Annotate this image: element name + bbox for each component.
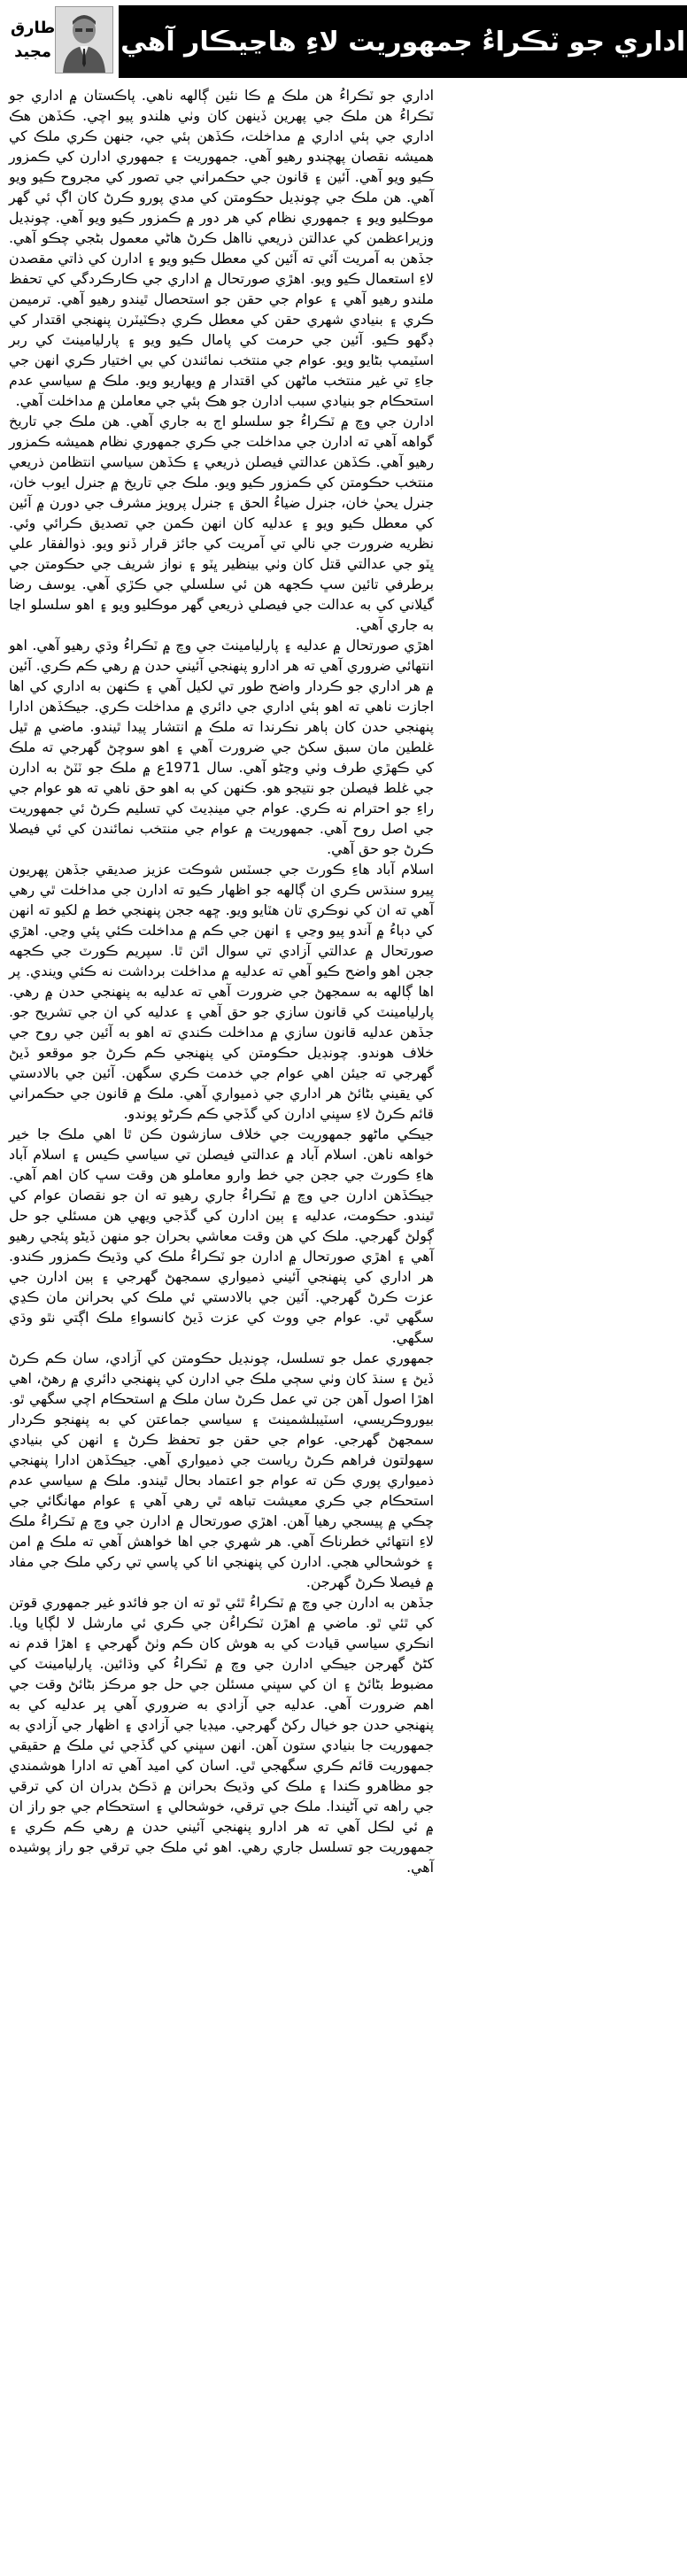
article-paragraph: ادارن جي وچ ۾ ٽڪراءُ جو سلسلو اڄ به جاري آهي. هن ملڪ جي تاريخ گواهه آهي ته ادارن جي مداخلت جي ڪري جمهوري نظام هميشه ڪمزور رهيو آهي. ڪڏهن عدالتي فيصلن ذريعي ۽ ڪڏهن سياسي انتظامن ذريعي منتخب حڪومتن کي ڪمزور ڪيو ويو. ملڪ جي تاريخ ۾ جنرل ايوب خان، جنرل يحيٰ خان، جنرل ضياءُ الحق ۽ جنرل پرويز مشرف جي دورن ۾ آئين کي معطل ڪيو ويو ۽ عدليه کان انهن ڪمن جي تصديق ڪرائي وئي. نظريه ضرورت جي نالي تي آمريت کي جائز قرار ڏنو ويو. ذوالفقار علي ڀٽو جي عدالتي قتل کان وٺي بينظير ڀٽو ۽ نواز شريف جي حڪومتن جي برطرفي تائين سڀ ڪجهه هن ئي سلسلي جي ڪڙي آهي. يوسف رضا گيلاني کي به عدالت جي فيصلي ذريعي گهر موڪليو ويو ۽ اهو سلسلو اڃا به جاري آهي.: [9, 413, 434, 633]
column-title: اداري جو ٽڪراءُ جمهوريت لاءِ هاڃيڪار آهي: [120, 26, 686, 58]
author-name: [11, 19, 55, 61]
author-portrait-icon: [56, 7, 112, 73]
author-first-name: طارق: [11, 19, 56, 37]
article-paragraph: جمهوري عمل جو تسلسل، چونڊيل حڪومتن کي آزادي، سان ڪم ڪرڻ ڏيڻ ۽ سنڌ کان وٺي سڄي ملڪ جي ادارن کي پنهنجي دائري ۾ رهڻ، اهي اهڙا اصول آهن جن تي عمل ڪرڻ سان ملڪ ۾ استحڪام اچي سگهي ٿو. بيوروڪريسي، اسٽيبلشمينٽ ۽ سياسي جماعتن کي به پنهنجو ڪردار سمجهڻ گهرجي. عوام جي حقن جو تحفظ ڪرڻ ۽ انهن کي بنيادي سهولتون فراهم ڪرڻ رياست جي ذميواري آهي. جيڪڏهن ادارا پنهنجي ذميواري پوري ڪن ته عوام جو اعتماد بحال ٿيندو. ملڪ ۾ سياسي عدم استحڪام جي ڪري معيشت تباهه ٿي رهي آهي ۽ عوام مهانگائي جي چڪي ۾ پيسجي رهيا آهن. اهڙي صورتحال ۾ ادارن جي وچ ۾ ٽڪراءُ ملڪ لاءِ انتهائي خطرناڪ آهي. هر شهري جي اها خواهش آهي ته ملڪ ۾ امن ۽ خوشحالي هجي. ادارن کي پنهنجي انا کي پاسي تي رکي ملڪ جي مفاد ۾ فيصلا ڪرڻ گهرجن.: [9, 1350, 434, 1590]
article-paragraph: اداري جو ٽڪراءُ هن ملڪ ۾ ڪا نئين ڳالهه ناهي. پاڪستان ۾ اداري جو ٽڪراءُ هن ملڪ جي پهرين ڏينهن کان وٺي هلندو پيو اچي. ڪڏهن هڪ اداري جي ٻئي اداري ۾ مداخلت، ڪڏهن ٻئي جي، جنهن ڪري ملڪ کي هميشه نقصان پهچندو رهيو آهي. جمهوريت ۽ جمهوري ادارن کي ڪمزور ڪيو ويو آهي. آئين ۽ قانون جي حڪمراني جي تصور کي مجروح ڪيو ويو آهي. هن ملڪ جي چونڊيل حڪومتن کي مدي پورو ڪرڻ کان اڳ ئي گهر موڪليو ويو ۽ جمهوري نظام کي هر دور ۾ ڪمزور ڪيو ويو آهي. چونڊيل وزيراعظمن کي عدالتن ذريعي نااهل ڪرڻ هاڻي معمول بڻجي چڪو آهي. جڏهن به آمريت آئي ته آئين کي معطل ڪيو ويو ۽ ادارن کي ذاتي مقصدن لاءِ استعمال ڪيو ويو. اهڙي صورتحال ۾ اداري جي ڪارڪردگي کي تحفظ ملندو رهيو آهي ۽ عوام جي حقن جو استحصال ٿيندو رهيو آهي. ترميمن ڪري ۽ بنيادي شهري حقن کي معطل ڪري ڊڪٽيٽرن پنهنجي اقتدار کي ڊگهو ڪيو. آئين جي حرمت کي پامال ڪيو ويو ۽ پارليامينٽ کي ربر اسٽيمپ بڻايو ويو. عوام جي منتخب نمائندن کي بي اختيار ڪري انهن جي جاءِ تي غير منتخب ماڻهن کي اقتدار ۾ ويهاريو ويو. ملڪ ۾ سياسي عدم استحڪام جو بنيادي سبب ادارن جو هڪ ٻئي جي معاملن ۾ مداخلت آهي.: [9, 87, 434, 409]
article-paragraph: اهڙي صورتحال ۾ عدليه ۽ پارليامينٽ جي وچ ۾ ٽڪراءُ وڌي رهيو آهي. اهو انتهائي ضروري آهي ته هر ادارو پنهنجي آئيني حدن ۾ رهي ڪم ڪري. آئين ۾ هر اداري جو ڪردار واضح طور تي لکيل آهي ۽ ڪنهن به اداري کي اها اجازت ناهي ته اهو ٻئي اداري جي دائري ۾ مداخلت ڪري. جيڪڏهن ادارا پنهنجي حدن کان ٻاهر نڪرندا ته ملڪ ۾ انتشار پيدا ٿيندو. ماضي ۾ ٿيل غلطين مان سبق سکڻ جي ضرورت آهي ۽ اهو سوچڻ گهرجي ته ملڪ کي ڪهڙي طرف وٺي وڃڻو آهي. سال 1971ع ۾ ملڪ جو ٽٽڻ به ادارن جي غلط فيصلن جو نتيجو هو. ڪنهن کي به اهو حق ناهي ته هو عوام جي راءِ جو احترام نه ڪري. عوام جي مينڊيٽ کي تسليم ڪرڻ ئي جمهوريت جي اصل روح آهي. جمهوريت ۾ عوام جي منتخب نمائندن کي ئي فيصلا ڪرڻ جو حق آهي.: [9, 637, 434, 857]
author-last-name: مجيد: [14, 43, 52, 61]
column-header: [5, 5, 686, 74]
article-paragraph: اسلام آباد هاءِ ڪورٽ جي جسٽس شوڪت عزيز صديقي جڏهن پهريون پيرو سنڌس ڪري ان ڳالهه جو اظهار ڪيو ته ادارن جي مداخلت ٿي رهي آهي ته ان کي نوڪري تان هٽايو ويو. ڇهه ججن پنهنجي خط ۾ لکيو ته انهن کي دٻاءُ ۾ آندو پيو وڃي ۽ انهن جي ڪم ۾ مداخلت ڪئي پئي وڃي. اهڙي صورتحال ۾ عدالتي آزادي تي سوال اٿن ٿا. سپريم ڪورٽ جي ڪجهه ججن اهو واضح ڪيو آهي ته عدليه ۾ مداخلت برداشت نه ڪئي ويندي. پر اها ڳالهه به سمجهڻ جي ضرورت آهي ته عدليه به پنهنجي حدن ۾ رهي. پارليامينٽ کي قانون سازي جو حق آهي ۽ عدليه کي ان جي تشريح جو. جڏهن عدليه قانون سازي ۾ مداخلت ڪندي ته اهو به آئين جي روح جي خلاف هوندو. چونڊيل حڪومتن کي پنهنجي ڪم ڪرڻ جو موقعو ڏيڻ گهرجي ته جيئن اهي عوام جي خدمت ڪري سگهن. آئين جي بالادستي کي يقيني بڻائڻ هر اداري جي ذميواري آهي. ملڪ ۾ قانون جي حڪمراني قائم ڪرڻ لاءِ سڀني ادارن کي گڏجي ڪم ڪرڻو پوندو.: [9, 861, 434, 1122]
column-title-banner: [119, 5, 687, 78]
article-paragraph: جڏهن به ادارن جي وچ ۾ ٽڪراءُ ٿئي ٿو ته ان جو فائدو غير جمهوري قوتن کي ٿئي ٿو. ماضي ۾ اهڙن ٽڪراءُن جي ڪري ئي مارشل لا لڳايا ويا. انڪري سياسي قيادت کي به هوش کان ڪم وٺڻ گهرجي ۽ اهڙا قدم نه کڻڻ گهرجن جيڪي ادارن جي وچ ۾ ٽڪراءُ کي وڌائين. پارليامينٽ کي مضبوط بڻائڻ ۽ ان کي سڀني مسئلن جي حل جو مرڪز بڻائڻ وقت جي اهم ضرورت آهي. عدليه جي آزادي به ضروري آهي پر عدليه کي به پنهنجي حدن جو خيال رکڻ گهرجي. ميڊيا جي آزادي ۽ اظهار جي آزادي به جمهوريت جا بنيادي ستون آهن. انهن سڀني کي گڏجي ئي ملڪ ۾ حقيقي جمهوريت قائم ڪري سگهجي ٿي. اسان کي اميد آهي ته ادارا هوشمندي جو مظاهرو ڪندا ۽ ملڪ کي وڌيڪ بحرانن ۾ ڌڪڻ بدران ان کي ترقي جي راهه تي آڻيندا. ملڪ جي ترقي، خوشحالي ۽ استحڪام جي جو راز ان ۾ ئي لڪل آهي ته هر ادارو پنهنجي آئيني حدن ۾ رهي ڪم ڪري ۽ جمهوريت جو تسلسل جاري رهي. اهو ئي ملڪ جي ترقي جو راز پوشيده آهي.: [9, 1594, 434, 1876]
author-byline: [5, 5, 119, 74]
article-body: [9, 85, 434, 1877]
article-paragraph: جيڪي ماڻهو جمهوريت جي خلاف سازشون ڪن ٿا اهي ملڪ جا خير خواهه ناهن. اسلام آباد ۾ عدالتي فيصلن تي سياسي ڪيس ۽ اسلام آباد هاءِ ڪورٽ جي ججن جي خط وارو معاملو هن وقت سڀ کان اهم آهي. جيڪڏهن ادارن جي وچ ۾ ٽڪراءُ جاري رهيو ته ان جو نقصان عوام کي ٿيندو. حڪومت، عدليه ۽ ٻين ادارن کي گڏجي ويهي هن مسئلي جو حل ڳولڻ گهرجي. ملڪ کي هن وقت معاشي بحران جو منهن ڏيڻو پئجي رهيو آهي ۽ اهڙي صورتحال ۾ ادارن جو ٽڪراءُ ملڪ کي وڌيڪ ڪمزور ڪندو. هر اداري کي پنهنجي آئيني ذميواري سمجهڻ گهرجي ۽ ٻين ادارن جي عزت ڪرڻ گهرجي. آئين جي بالادستي ئي ملڪ کي بحرانن مان ڪڍي سگهي ٿي. عوام جي ووٽ کي عزت ڏيڻ کانسواءِ ملڪ اڳتي نٿو وڌي سگهي.: [9, 1126, 434, 1346]
author-photo: [55, 6, 113, 73]
